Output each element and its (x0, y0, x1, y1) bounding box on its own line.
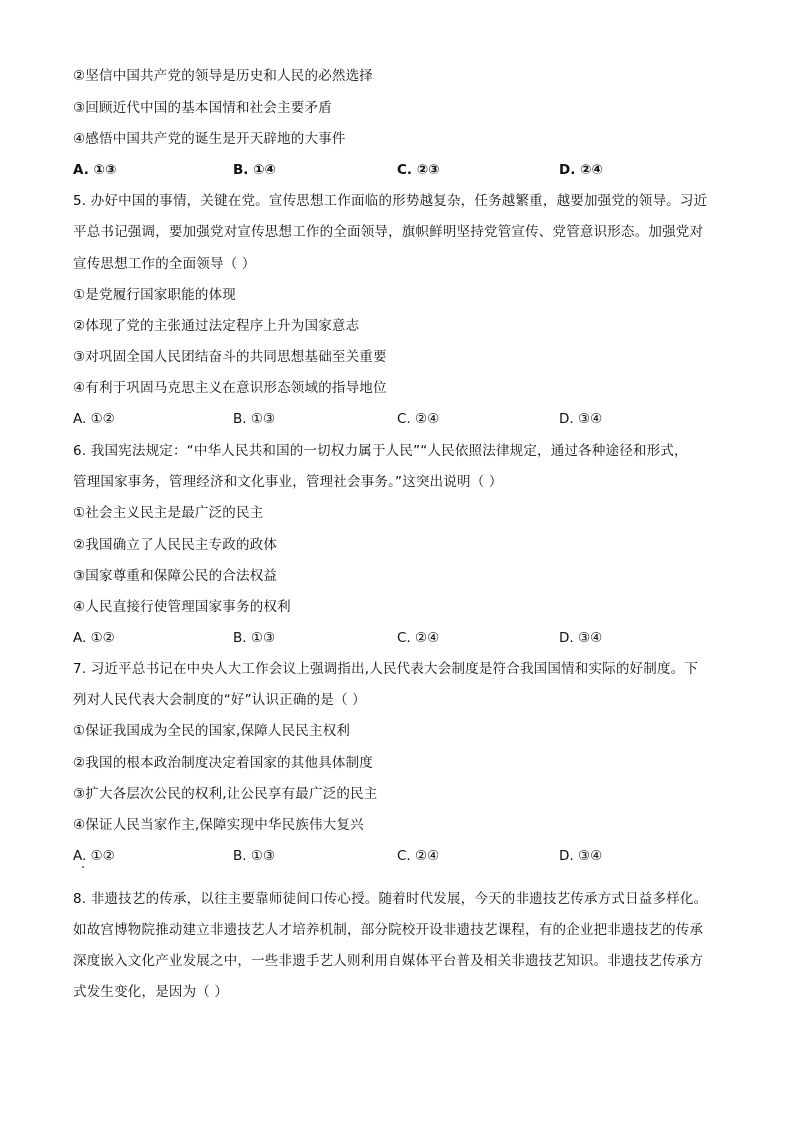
q4-option-d[interactable]: D. ②④ (559, 162, 603, 178)
q5-option-a[interactable]: A. ①② (73, 411, 115, 427)
q4-option-c[interactable]: C. ②③ (397, 162, 440, 178)
q4-item-2: ②坚信中国共产党的领导是历史和人民的必然选择 (73, 68, 374, 84)
q5-options (73, 410, 733, 428)
q8-stem-line-1: 8. 非遗技艺的传承，以往主要靠师徒间口传心授。随着时代发展，今天的非遗技艺传承方式日益多样化。 (73, 891, 708, 907)
q4-item-4: ④感悟中国共产党的诞生是开天辟地的大事件 (73, 131, 346, 147)
q7-stem-line-2: 列对人民代表大会制度的“好”认识正确的是（ ） (73, 692, 366, 708)
q6-stem-line-1: 6. 我国宪法规定：“中华人民共和国的一切权力属于人民”“人民依照法律规定，通过各种途径和形式， (73, 443, 688, 459)
q7-item-4: ④保证人民当家作主,保障实现中华民族伟大复兴 (73, 817, 364, 833)
q8-stem-line-3: 深度嵌入文化产业发展之中，一些非遗手艺人则利用自媒体平台普及相关非遗技艺知识。非遗技艺传承方 (73, 953, 704, 969)
q6-option-b[interactable]: B. ①③ (233, 630, 276, 646)
q7-item-1: ①保证我国成为全民的国家,保障人民民主权利 (73, 723, 351, 739)
q5-item-2: ②体现了党的主张通过法定程序上升为国家意志 (73, 318, 360, 334)
q6-item-1: ①社会主义民主是最广泛的民主 (73, 505, 264, 521)
q6-option-c[interactable]: C. ②④ (397, 630, 440, 646)
q6-option-a[interactable]: A. ①② (73, 630, 115, 646)
q4-option-b[interactable]: B. ①④ (233, 162, 276, 178)
stray-dot (82, 866, 84, 868)
q7-stem-line-1: 7. 习近平总书记在中央人大工作会议上强调指出,人民代表大会制度是符合我国国情和实际的好制度。下 (73, 661, 699, 677)
q5-stem-line-3: 宣传思想工作的全面领导（ ） (73, 256, 256, 272)
q4-option-a[interactable]: A. ①③ (73, 162, 117, 178)
q7-option-a[interactable]: A. ①② (73, 848, 115, 864)
q6-item-2: ②我国确立了人民民主专政的政体 (73, 537, 278, 553)
q7-option-d[interactable]: D. ③④ (559, 848, 603, 864)
q6-option-d[interactable]: D. ③④ (559, 630, 603, 646)
q5-stem-line-2: 平总书记强调，要加强党对宣传思想工作的全面领导，旗帜鲜明坚持党管宣传、党管意识形态。加强党对 (73, 224, 704, 240)
q6-item-4: ④人民直接行使管理国家事务的权利 (73, 599, 291, 615)
q5-item-4: ④有利于巩固马克思主义在意识形态领域的指导地位 (73, 380, 387, 396)
q6-options (73, 629, 733, 647)
q7-option-b[interactable]: B. ①③ (233, 848, 276, 864)
q5-item-3: ③对巩固全国人民团结奋斗的共同思想基础至关重要 (73, 349, 387, 365)
q4-item-3: ③回顾近代中国的基本国情和社会主要矛盾 (73, 100, 332, 116)
q7-item-3: ③扩大各层次公民的权利,让公民享有最广泛的民主 (73, 786, 378, 802)
q5-option-b[interactable]: B. ①③ (233, 411, 276, 427)
q6-item-3: ③国家尊重和保障公民的合法权益 (73, 568, 278, 584)
q7-item-2: ②我国的根本政治制度决定着国家的其他具体制度 (73, 755, 374, 771)
q4-options (73, 161, 733, 179)
q5-stem-line-1: 5. 办好中国的事情，关键在党。宣传思想工作面临的形势越复杂，任务越繁重，越要加强党的领导。习近 (73, 193, 708, 209)
q8-stem-line-4: 式发生变化，是因为（ ） (73, 984, 229, 1000)
q5-option-c[interactable]: C. ②④ (397, 411, 440, 427)
q6-stem-line-2: 管理国家事务，管理经济和文化事业，管理社会事务。”这突出说明（ ） (73, 474, 503, 490)
q7-option-c[interactable]: C. ②④ (397, 848, 440, 864)
q5-option-d[interactable]: D. ③④ (559, 411, 603, 427)
q8-stem-line-2: 如故宫博物院推动建立非遗技艺人才培养机制，部分院校开设非遗技艺课程，有的企业把非遗技艺的传承 (73, 922, 704, 938)
q7-options (73, 847, 733, 865)
q5-item-1: ①是党履行国家职能的体现 (73, 287, 237, 303)
